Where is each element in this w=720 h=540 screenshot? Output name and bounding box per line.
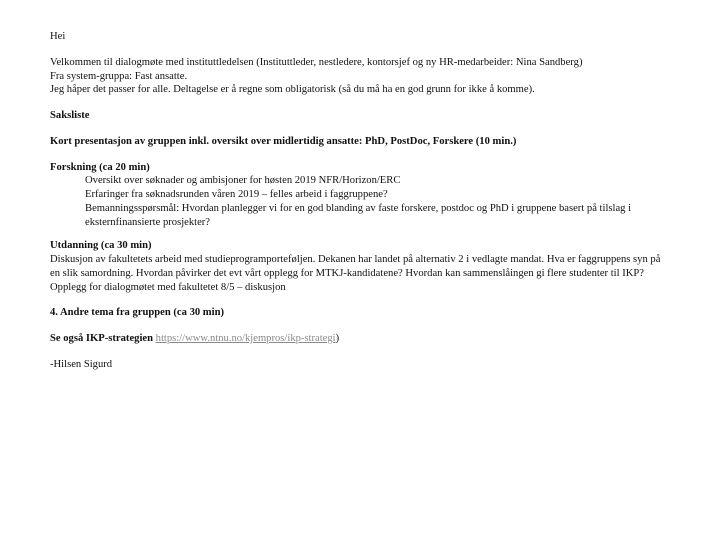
research-heading: Forskning (ca 20 min) bbox=[50, 161, 150, 173]
strategy-link[interactable]: https://www.ntnu.no/kjempros/ikp-strategi bbox=[155, 333, 336, 345]
intro-line-2: Fra system-gruppa: Fast ansatte. bbox=[50, 70, 188, 82]
agenda-item-other-topics: 4. Andre tema fra gruppen (ca 30 min) bbox=[50, 307, 224, 319]
email-body bbox=[50, 30, 672, 372]
strategy-suffix: ) bbox=[335, 333, 340, 345]
education-heading: Utdanning (ca 30 min) bbox=[50, 240, 152, 252]
intro-line-1: Velkommen til dialogmøte med instituttledelsen (Instituttleder, nestledere, kontorsjef og ny HR-medarbeider: Nina Sandberg) bbox=[50, 56, 583, 68]
agenda-item-presentation: Kort presentasjon av gruppen inkl. oversikt over midlertidig ansatte: PhD, PostDoc, Forskere (10 min.) bbox=[50, 135, 517, 147]
education-followup: Opplegg for dialogmøtet med fakultetet 8/5 – diskusjon bbox=[50, 281, 286, 293]
intro-line-3: Jeg håper det passer for alle. Deltagelse er å regne som obligatorisk (så du må ha en god grunn for ikke å komme). bbox=[50, 84, 535, 96]
research-item: Erfaringer fra søknadsrunden våren 2019 – felles arbeid i faggruppene? bbox=[85, 189, 388, 201]
signature: -Hilsen Sigurd bbox=[50, 359, 113, 371]
strategy-label: Se også IKP-strategien bbox=[50, 333, 153, 345]
greeting: Hei bbox=[50, 31, 66, 42]
strategy-line bbox=[50, 332, 672, 346]
research-item: Oversikt over søknader og ambisjoner for høsten 2019 NFR/Horizon/ERC bbox=[85, 175, 401, 187]
research-item: Bemanningsspørsmål: Hvordan planlegger vi for en god blanding av faste forskere, postdoc og PhD i gruppene basert på tilslag i eksternfinansierte prosjekter? bbox=[85, 202, 632, 228]
agenda-title: Saksliste bbox=[50, 110, 90, 122]
education-body: Diskusjon av fakultetets arbeid med studieprogramporteføljen. Dekanen har landet på alternativ 2 i vedlagte mandat. Hva er faggruppens syn på en slik samordning. Hvordan påvirker det evt vårt opplegg for MTKJ-kandidatene? Hvordan kan sammenslåingen gi flere studenter til IKP? bbox=[50, 254, 661, 279]
